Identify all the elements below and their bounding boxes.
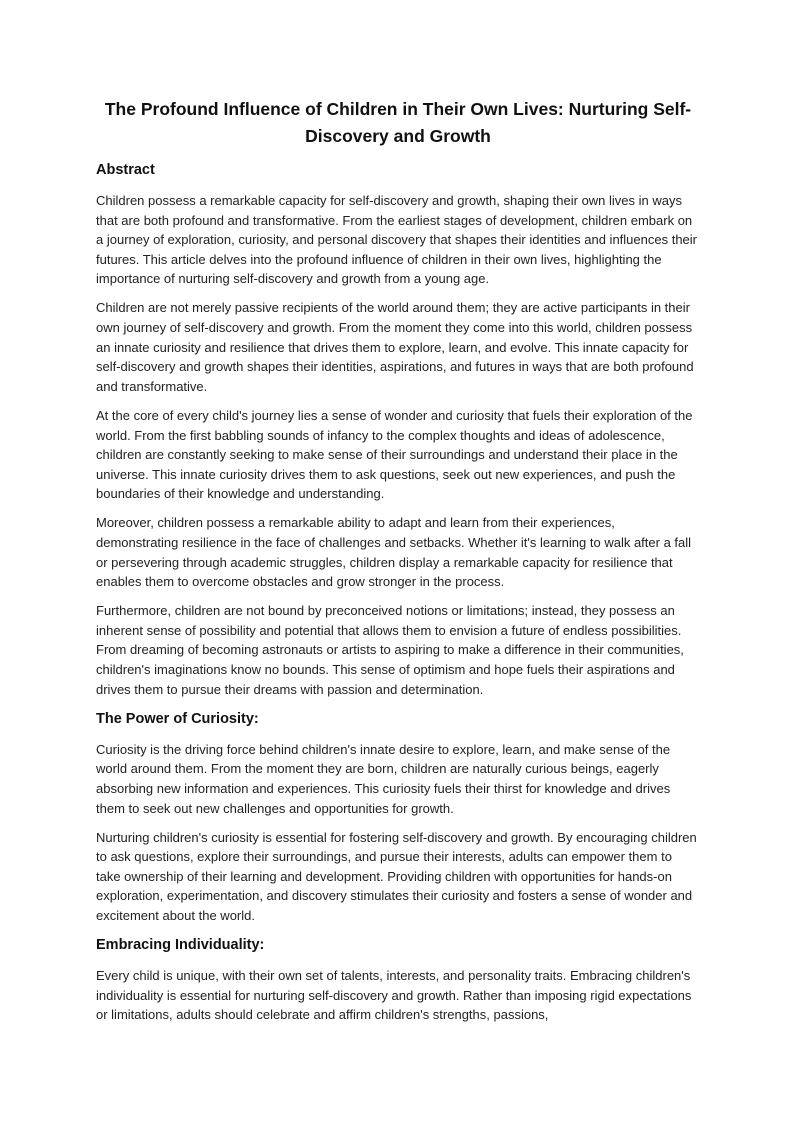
paragraph: Children are not merely passive recipients of the world around them; they are active participants in their own journey of self-discovery and growth. From the moment they come into this world, children possess an innate curiosity and resilience that drives them to explore, learn, and evolve. This innate capacity for self-discovery and growth shapes their identities, aspirations, and futures in ways that are both profound and transformative. bbox=[96, 300, 694, 394]
section-heading-power-of-curiosity: The Power of Curiosity: bbox=[96, 710, 259, 727]
section-heading-abstract: Abstract bbox=[96, 162, 155, 178]
paragraph: Children possess a remarkable capacity for self-discovery and growth, shaping their own lives in ways that are both profound and transformative. From the earliest stages of development, children embark on a journey of exploration, curiosity, and personal discovery that shapes their identities and influences their futures. This article delves into the profound influence of children in their own lives, highlighting the importance of nurturing self-discovery and growth from a young age. bbox=[96, 193, 697, 287]
paragraph: At the core of every child's journey lies a sense of wonder and curiosity that fuels their exploration of the world. From the first babbling sounds of infancy to the complex thoughts and ideas of adolescence, children are constantly seeking to make sense of their surroundings and understand their place in the universe. This innate curiosity drives them to ask questions, seek out new experiences, and push the boundaries of their knowledge and understanding. bbox=[96, 407, 693, 502]
section-power-of-curiosity bbox=[96, 709, 700, 926]
paragraph: Moreover, children possess a remarkable ability to adapt and learn from their experiences, demonstrating resilience in the face of challenges and setbacks. Whether it's learning to walk after a fall or persevering through academic struggles, children display a remarkable capacity for resilience that enables them to overcome obstacles and grow stronger in the process. bbox=[96, 515, 692, 590]
paragraph: Nurturing children's curiosity is essential for fostering self-discovery and growth. By encouraging children to ask questions, explore their surroundings, and pursue their interests, adults can empower them to take ownership of their learning and development. Providing children with opportunities for hands-on exploration, experimentation, and discovery stimulates their curiosity and fosters a sense of wonder and excitement about the world. bbox=[96, 829, 697, 923]
document-page bbox=[96, 96, 700, 1034]
document-title: The Profound Influence of Children in Their Own Lives: Nurturing Self-Discovery and Growth bbox=[104, 99, 692, 146]
section-heading-embracing-individuality: Embracing Individuality: bbox=[96, 937, 265, 954]
section-abstract bbox=[96, 160, 700, 699]
paragraph: Every child is unique, with their own set of talents, interests, and personality traits. Embracing children's individuality is essential for nurturing self-discovery and growth. Rather than imposing rigid expectations or limitations, adults should celebrate and affirm children's strengths, passions, bbox=[96, 968, 692, 1023]
paragraph: Curiosity is the driving force behind children's innate desire to explore, learn, and make sense of the world around them. From the moment they are born, children are naturally curious beings, eagerly absorbing new information and experiences. This curiosity fuels their thirst for knowledge and drives them to seek out new challenges and opportunities for growth. bbox=[96, 741, 671, 816]
section-embracing-individuality bbox=[96, 935, 700, 1025]
paragraph: Furthermore, children are not bound by preconceived notions or limitations; instead, they possess an inherent sense of possibility and potential that allows them to envision a future of endless possibilities. From dreaming of becoming astronauts or artists to aspiring to make a difference in their communities, children's imaginations know no bounds. This sense of optimism and hope fuels their aspirations and drives them to pursue their dreams with passion and determination. bbox=[96, 603, 684, 697]
